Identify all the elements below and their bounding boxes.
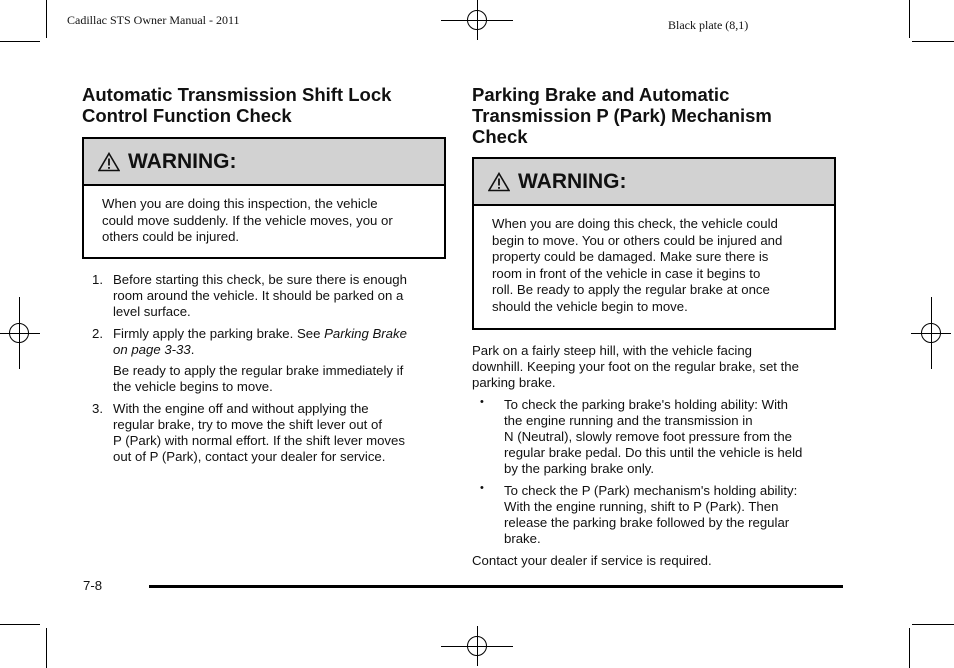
footer-rule	[149, 585, 843, 588]
cross-reference-link[interactable]: Parking Brake	[324, 326, 407, 341]
bullet-line: regular brake pedal. Do this until the vehicle is held	[504, 445, 803, 460]
paragraph-line: Park on a fairly steep hill, with the vehicle facing	[472, 343, 753, 358]
warning-line: property could be damaged. Make sure there is	[492, 249, 769, 265]
crop-mark-tr-h	[912, 41, 954, 42]
heading-line: Automatic Transmission Shift Lock	[82, 84, 392, 105]
section-heading-parking-brake	[472, 84, 772, 147]
warning-header	[84, 139, 444, 186]
step-line: regular brake, try to move the shift lever out of	[113, 417, 383, 432]
step-line: room around the vehicle. It should be parked on a	[113, 288, 404, 303]
step-number: 2.	[92, 326, 103, 341]
crop-mark-br-h	[912, 624, 954, 625]
bullet-line: by the parking brake only.	[504, 461, 655, 476]
step-number: 3.	[92, 401, 103, 416]
step-number: 1.	[92, 272, 103, 287]
warning-triangle-icon	[488, 172, 510, 192]
step-text: .	[190, 342, 195, 357]
page-number: 7-8	[83, 578, 103, 593]
crop-mark-br-v	[909, 628, 910, 668]
warning-label: WARNING:	[128, 149, 237, 173]
warning-label: WARNING:	[518, 169, 627, 193]
warning-line: begin to move. You or others could be injured and	[492, 232, 783, 248]
bullet-line: release the parking brake followed by the regular	[504, 515, 790, 530]
step-line	[113, 342, 407, 358]
bullet-line: brake.	[504, 531, 541, 546]
crop-mark-bl-v	[46, 628, 47, 668]
heading-line: Parking Brake and Automatic	[472, 84, 730, 105]
warning-line: When you are doing this inspection, the vehicle	[102, 196, 378, 211]
paragraph-line: parking brake.	[472, 375, 556, 390]
step-line: Before starting this check, be sure there is enough	[113, 272, 407, 287]
bullet-line: the engine running and the transmission in	[504, 413, 753, 428]
warning-line: should the vehicle begin to move.	[492, 298, 688, 314]
warning-line: could move suddenly. If the vehicle moves, you or	[102, 212, 393, 228]
crop-mark-bl-h	[0, 624, 40, 625]
page-reference-link[interactable]: on page 3-33	[113, 342, 191, 357]
bullet-icon: •	[480, 396, 484, 408]
heading-line: Transmission P (Park) Mechanism	[472, 105, 772, 126]
warning-triangle-icon	[98, 152, 120, 172]
warning-line: room in front of the vehicle in case it begins to	[492, 265, 761, 281]
step-line	[113, 326, 407, 342]
warning-text	[474, 206, 834, 316]
warning-line: others could be injured.	[102, 229, 240, 245]
step-line: the vehicle begins to move.	[113, 379, 273, 394]
heading-line: Control Function Check	[82, 105, 292, 126]
paragraph-line: downhill. Keeping your foot on the regular brake, set the	[472, 359, 799, 374]
step-line: level surface.	[113, 304, 191, 319]
manual-title: Cadillac STS Owner Manual - 2011	[67, 13, 240, 27]
crop-mark-tr-v	[909, 0, 910, 38]
step-line: P (Park) with normal effort. If the shift lever moves	[113, 433, 405, 448]
closing-paragraph: Contact your dealer if service is required.	[472, 553, 712, 568]
warning-line: When you are doing this check, the vehicle could	[492, 216, 778, 231]
bullet-line: To check the P (Park) mechanism's holding ability:	[504, 483, 798, 498]
intro-paragraph	[472, 343, 852, 391]
bullet-line: With the engine running, shift to P (Park). Then	[504, 499, 779, 514]
section-heading-shift-lock	[82, 84, 391, 126]
warning-text	[84, 186, 444, 246]
crop-mark-tl-h	[0, 41, 40, 42]
heading-line: Check	[472, 126, 528, 147]
step-line: Be ready to apply the regular brake immediately if	[113, 363, 404, 378]
bullet-icon: •	[480, 482, 484, 494]
plate-label: Black plate (8,1)	[668, 18, 749, 32]
step-line: With the engine off and without applying the	[113, 401, 369, 416]
crop-mark-tl-v	[46, 0, 47, 38]
warning-header	[474, 159, 834, 206]
warning-line: roll. Be ready to apply the regular brake at once	[492, 282, 770, 298]
warning-box-parking-brake	[472, 157, 836, 330]
bullet-line: N (Neutral), slowly remove foot pressure from the	[504, 429, 793, 444]
step-line: out of P (Park), contact your dealer for service.	[113, 449, 386, 464]
bullet-line: To check the parking brake's holding ability: With	[504, 397, 788, 412]
warning-box-shift-lock	[82, 137, 446, 259]
step-text: Firmly apply the parking brake. See	[113, 326, 325, 341]
